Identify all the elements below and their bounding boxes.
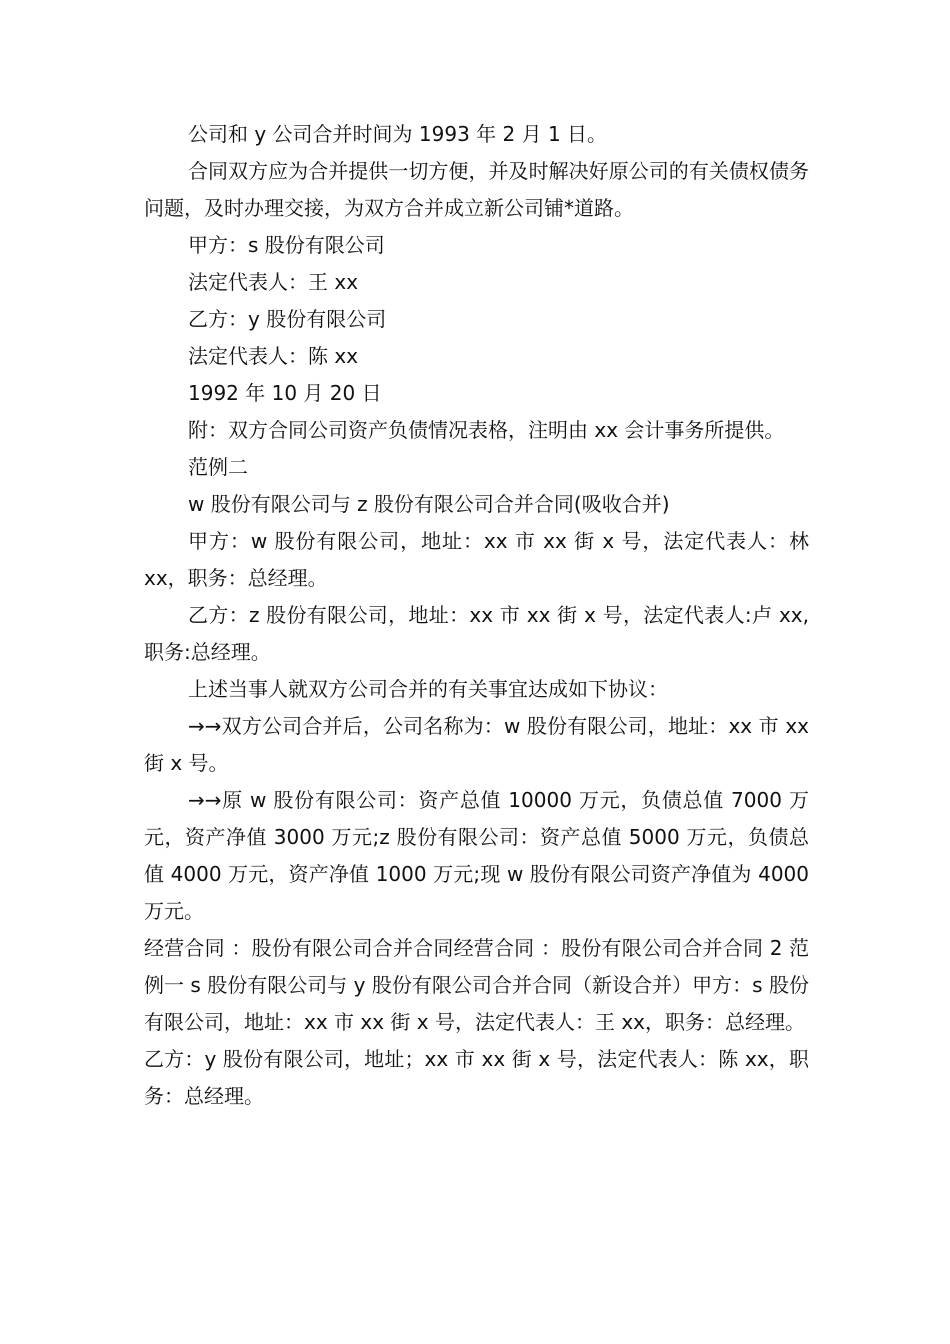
example-two-party-a: 甲方：w 股份有限公司，地址：xx 市 xx 街 x 号，法定代表人：林 xx，职务：总经理。 bbox=[144, 529, 809, 590]
clause-assets: →→原 w 股份有限公司：资产总值 10000 万元，负债总值 7000 万元，资产净值 3000 万元;z 股份有限公司：资产总值 5000 万元，负债总值 4000 万元，资产净值 1000 万元;现 w 股份有限公司资产净值为 4000 万元。 bbox=[144, 788, 809, 923]
party-b-line: 乙方：y 股份有限公司 bbox=[188, 307, 387, 331]
party-a-line: 甲方：s 股份有限公司 bbox=[188, 233, 385, 257]
contract-header-block: 经营合同 ：股份有限公司合并合同经营合同 ：股份有限公司合并合同 2 范例一 s 股份有限公司与 y 股份有限公司合并合同（新设合并）甲方：s 股份有限公司，地址：xx 市 xx 街 x 号，法定代表人：王 xx，职务：总经理。 bbox=[144, 936, 809, 1034]
party-a-representative: 法定代表人：王 xx bbox=[188, 270, 359, 294]
paragraph-cooperation: 合同双方应为合并提供一切方便，并及时解决好原公司的有关债权债务问题，及时办理交接，为双方合并成立新公司铺*道路。 bbox=[144, 159, 809, 220]
paragraph-merger-date: 公司和 y 公司合并时间为 1993 年 2 月 1 日。 bbox=[188, 122, 608, 146]
document-body bbox=[144, 116, 809, 1115]
example-two-title: w 股份有限公司与 z 股份有限公司合并合同(吸收合并) bbox=[188, 492, 670, 516]
party-b-representative: 法定代表人：陈 xx bbox=[188, 344, 359, 368]
agreement-intro: 上述当事人就双方公司合并的有关事宜达成如下协议： bbox=[188, 677, 668, 701]
appendix-note: 附：双方合同公司资产负债情况表格，注明由 xx 会计事务所提供。 bbox=[188, 418, 785, 442]
party-b-details: 乙方：y 股份有限公司，地址；xx 市 xx 街 x 号，法定代表人：陈 xx，职务：总经理。 bbox=[144, 1047, 809, 1108]
clause-company-name: →→双方公司合并后，公司名称为：w 股份有限公司，地址：xx 市 xx 街 x 号。 bbox=[144, 714, 809, 775]
example-two-heading: 范例二 bbox=[188, 455, 248, 479]
example-two-party-b: 乙方：z 股份有限公司，地址：xx 市 xx 街 x 号，法定代表人:卢 xx,职务:总经理。 bbox=[144, 603, 809, 664]
signing-date: 1992 年 10 月 20 日 bbox=[188, 381, 382, 405]
